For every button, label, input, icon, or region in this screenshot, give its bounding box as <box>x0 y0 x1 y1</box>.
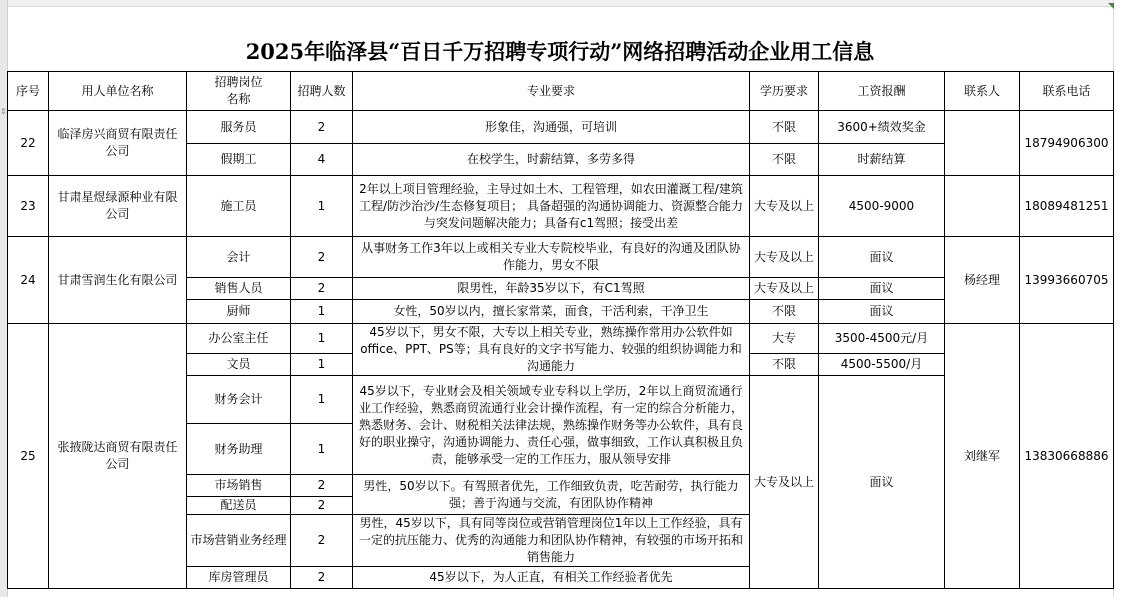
cell-position[interactable]: 假期工 <box>187 144 291 176</box>
cell-count[interactable]: 1 <box>291 376 353 424</box>
cell-position[interactable]: 服务员 <box>187 111 291 144</box>
cell-phone[interactable]: 13993660705 <box>1020 237 1114 324</box>
cell-position[interactable]: 市场销售 <box>187 475 291 497</box>
cell-contact[interactable] <box>945 111 1020 176</box>
table-row <box>8 176 1114 237</box>
cell-phone[interactable]: 13830668886 <box>1020 324 1114 589</box>
table-row <box>8 324 1114 354</box>
cell-salary[interactable]: 3500-4500元/月 <box>819 324 945 354</box>
sheet-top-strip <box>0 0 1122 7</box>
cell-position[interactable]: 库房管理员 <box>187 567 291 589</box>
cell-company[interactable]: 甘肃星煜绿源种业有限公司 <box>49 176 187 237</box>
cell-company[interactable]: 甘肃雪润生化有限公司 <box>49 237 187 324</box>
cell-requirement[interactable]: 男性，45岁以下，具有同等岗位或营销管理岗位1年以上工作经验，具有一定的抗压能力、优秀的沟通能力和团队协作精神，有较强的市场开拓和销售能力 <box>353 515 750 567</box>
cell-count[interactable]: 2 <box>291 237 353 278</box>
cell-requirement[interactable]: 45岁以下，专业财会及相关领域专业专科以上学历，2年以上商贸流通行业工作经验，熟悉商贸流通行业会计操作流程，有一定的综合分析能力，熟悉财务、会计、财税相关法律法规，熟练操作财务等办公软件，具有良好的职业操守，沟通协调能力、责任心强，做事细致，工作认真积极且负责，能够承受一定的工作压力，服从领导安排 <box>353 376 750 475</box>
cell-count[interactable]: 1 <box>291 176 353 237</box>
cell-education[interactable]: 大专 <box>750 324 819 354</box>
cell-company[interactable]: 临泽房兴商贸有限责任公司 <box>49 111 187 176</box>
cell-count[interactable]: 2 <box>291 475 353 497</box>
cell-seq[interactable]: 23 <box>8 176 49 237</box>
cell-count[interactable]: 2 <box>291 278 353 300</box>
cell-position[interactable]: 财务助理 <box>187 424 291 475</box>
table-row <box>8 111 1114 144</box>
cell-seq[interactable]: 24 <box>8 237 49 324</box>
cell-position[interactable]: 厨师 <box>187 300 291 324</box>
cell-requirement[interactable]: 限男性，年龄35岁以下，有C1驾照 <box>353 278 750 300</box>
cell-education[interactable]: 大专及以上 <box>750 176 819 237</box>
cell-salary[interactable]: 面议 <box>819 300 945 324</box>
cell-salary[interactable]: 4500-9000 <box>819 176 945 237</box>
header-education[interactable]: 学历要求 <box>750 72 819 111</box>
cell-requirement[interactable]: 45岁以下，为人正直，有相关工作经验者优先 <box>353 567 750 589</box>
cell-salary[interactable]: 面议 <box>819 278 945 300</box>
cell-position[interactable]: 会计 <box>187 237 291 278</box>
header-seq[interactable]: 序号 <box>8 72 49 111</box>
cell-position[interactable]: 配送员 <box>187 497 291 515</box>
header-row <box>8 72 1114 111</box>
sheet-title[interactable]: 2025年临泽县“百日千万招聘专项行动”网络招聘活动企业用工信息 <box>245 39 875 64</box>
cell-requirement[interactable]: 45岁以下，男女不限，大专以上相关专业，熟练操作常用办公软件如office、PPT、PS等；具有良好的文字书写能力、较强的组织协调能力和沟通能力 <box>353 324 750 376</box>
header-company[interactable]: 用人单位名称 <box>49 72 187 111</box>
cell-position[interactable]: 施工员 <box>187 176 291 237</box>
cell-phone[interactable]: 18089481251 <box>1020 176 1114 237</box>
cell-count[interactable]: 4 <box>291 144 353 176</box>
cell-position[interactable]: 销售人员 <box>187 278 291 300</box>
cell-seq[interactable]: 22 <box>8 111 49 176</box>
cell-position[interactable]: 市场营销业务经理 <box>187 515 291 567</box>
cell-education[interactable]: 大专及以上 <box>750 237 819 278</box>
cell-education[interactable]: 不限 <box>750 354 819 376</box>
cell-requirement[interactable]: 在校学生，时薪结算，多劳多得 <box>353 144 750 176</box>
cell-seq[interactable]: 25 <box>8 324 49 589</box>
cell-count[interactable]: 2 <box>291 111 353 144</box>
cell-position[interactable]: 财务会计 <box>187 376 291 424</box>
cell-company[interactable]: 张掖陇达商贸有限责任公司 <box>49 324 187 589</box>
cell-phone[interactable]: 18794906300 <box>1020 111 1114 176</box>
resize-handle-icon[interactable]: ⇕ <box>0 107 7 116</box>
cell-count[interactable]: 1 <box>291 354 353 376</box>
cell-education[interactable]: 大专及以上 <box>750 278 819 300</box>
cell-count[interactable]: 1 <box>291 424 353 475</box>
header-count[interactable]: 招聘人数 <box>291 72 353 111</box>
cell-salary[interactable]: 面议 <box>819 376 945 589</box>
recruitment-table <box>7 71 1114 589</box>
cell-education[interactable]: 不限 <box>750 111 819 144</box>
header-contact[interactable]: 联系人 <box>945 72 1020 111</box>
cell-position[interactable]: 办公室主任 <box>187 324 291 354</box>
cell-contact[interactable]: 刘继军 <box>945 324 1020 589</box>
cell-count[interactable]: 2 <box>291 497 353 515</box>
header-requirement[interactable]: 专业要求 <box>353 72 750 111</box>
cell-requirement[interactable]: 女性，50岁以内，擅长家常菜，面食，干活利索，干净卫生 <box>353 300 750 324</box>
cell-count[interactable]: 2 <box>291 567 353 589</box>
cell-requirement[interactable]: 男性，50岁以下。有驾照者优先，工作细致负责，吃苦耐劳，执行能力强；善于沟通与交流，有团队协作精神 <box>353 475 750 515</box>
comment-indicator-icon <box>1108 3 1114 9</box>
header-salary[interactable]: 工资报酬 <box>819 72 945 111</box>
cell-requirement[interactable]: 2年以上项目管理经验，主导过如土木、工程管理，如农田灌溉工程/建筑工程/防沙治沙/生态修复项目； 具备超强的沟通协调能力、资源整合能力与突发问题解决能力；具备有c1驾照；接受出差 <box>353 176 750 237</box>
cell-count[interactable]: 2 <box>291 515 353 567</box>
sheet-right-edge <box>1113 0 1122 597</box>
cell-education[interactable]: 大专及以上 <box>750 376 819 589</box>
cell-requirement[interactable]: 形象佳，沟通强，可培训 <box>353 111 750 144</box>
header-phone[interactable]: 联系电话 <box>1020 72 1114 111</box>
cell-requirement[interactable]: 从事财务工作3年以上或相关专业大专院校毕业，有良好的沟通及团队协作能力，男女不限 <box>353 237 750 278</box>
header-position[interactable]: 招聘岗位 名称 <box>187 72 291 111</box>
cell-salary[interactable]: 时薪结算 <box>819 144 945 176</box>
cell-salary[interactable]: 面议 <box>819 237 945 278</box>
cell-contact[interactable] <box>945 176 1020 237</box>
cell-salary[interactable]: 3600+绩效奖金 <box>819 111 945 144</box>
cell-contact[interactable]: 杨经理 <box>945 237 1020 324</box>
cell-education[interactable]: 不限 <box>750 144 819 176</box>
cell-count[interactable]: 1 <box>291 324 353 354</box>
cell-education[interactable]: 不限 <box>750 300 819 324</box>
table-row <box>8 237 1114 278</box>
cell-salary[interactable]: 4500-5500/月 <box>819 354 945 376</box>
cell-count[interactable]: 1 <box>291 300 353 324</box>
cell-position[interactable]: 文员 <box>187 354 291 376</box>
